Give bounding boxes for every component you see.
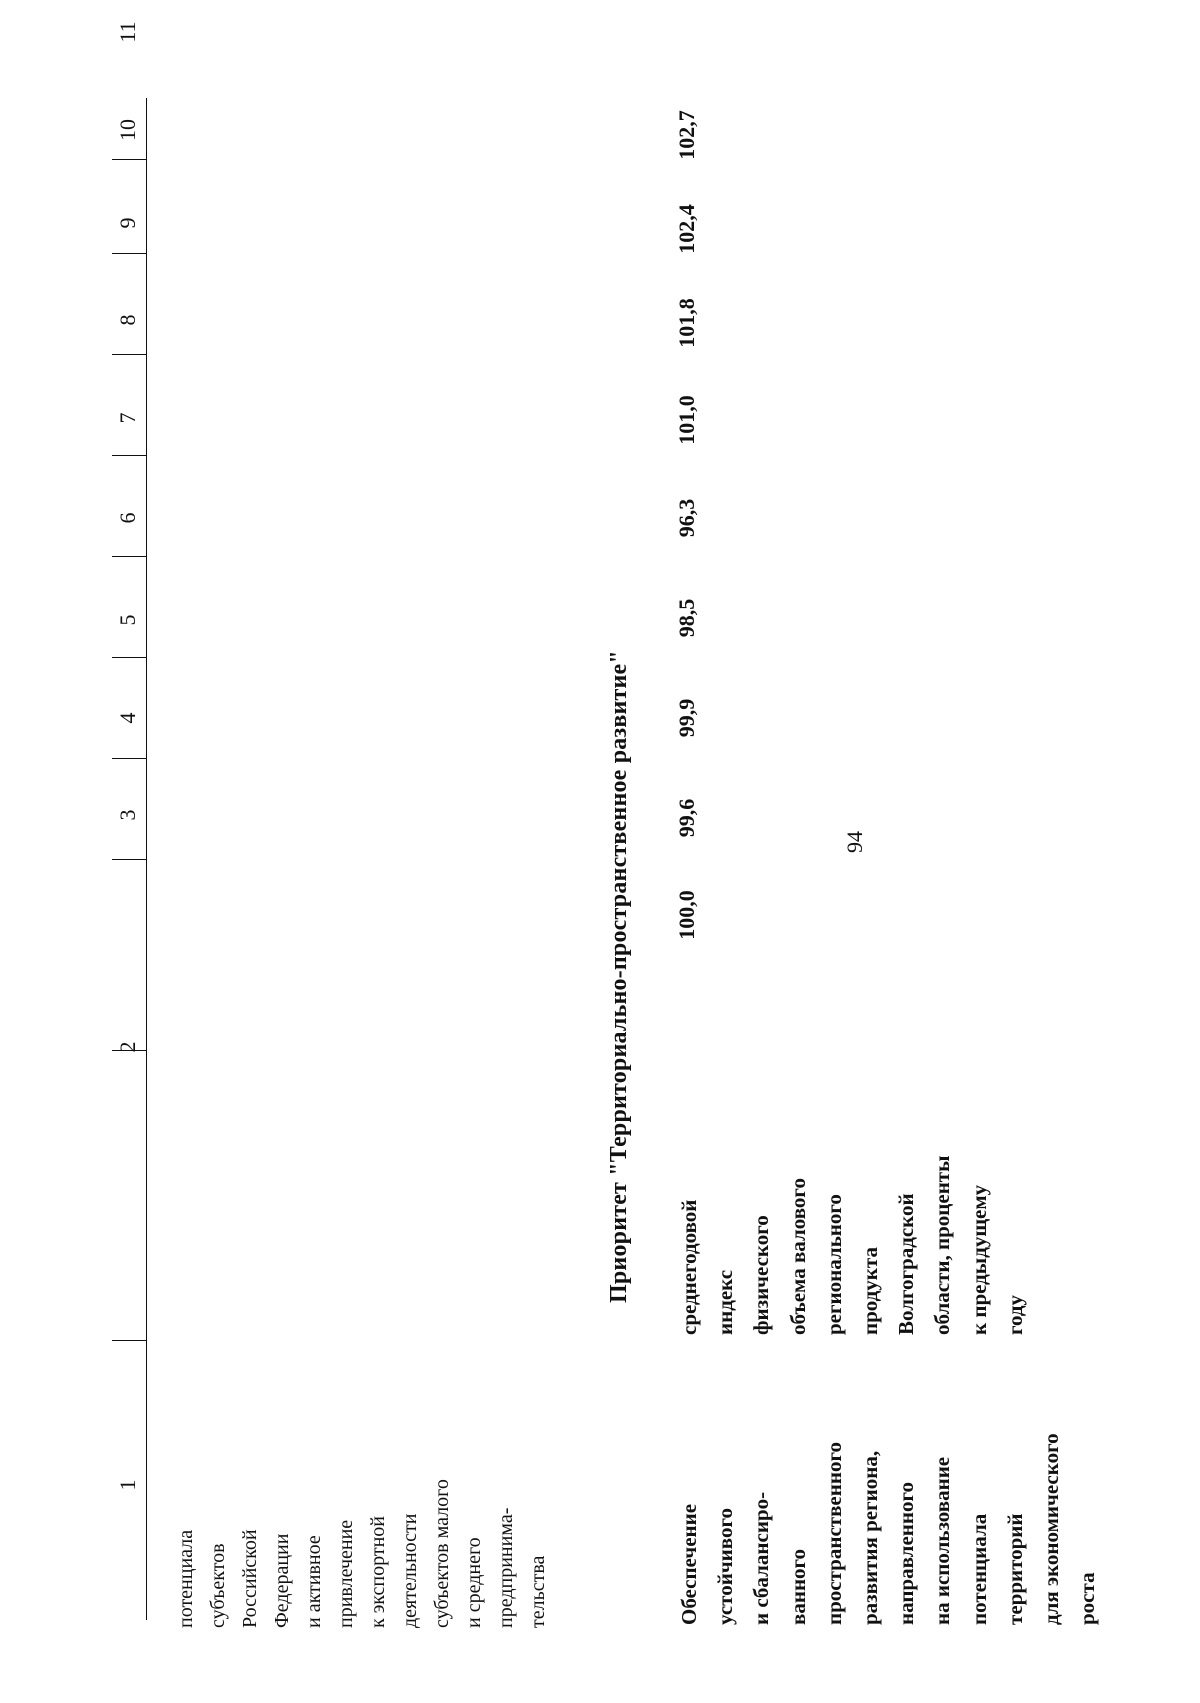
column-number-4: 4: [115, 712, 140, 724]
text-line: и среднего: [463, 1537, 485, 1628]
page-number: 94: [842, 831, 867, 853]
text-line: на использование: [930, 1456, 955, 1625]
goal-cell: [671, 1433, 1105, 1625]
text-line: направленного: [894, 1482, 919, 1625]
text-line: тельства: [527, 1555, 549, 1628]
text-line: регионального: [821, 1194, 846, 1335]
priority-heading: Приоритет "Территориально-пространственное развитие": [606, 650, 632, 1303]
value-col-4: 99,6: [674, 798, 699, 838]
column-divider: [112, 159, 147, 160]
text-line: Российской: [239, 1529, 261, 1628]
column-divider: [112, 455, 147, 456]
text-line: субъектов: [207, 1543, 229, 1628]
text-line: физического: [749, 1215, 774, 1335]
column-number-8: 8: [115, 314, 140, 326]
value-col-9: 101,8: [674, 298, 699, 348]
text-line: Обеспечение: [677, 1503, 701, 1625]
value-col-8: 101,0: [674, 395, 699, 445]
text-line: году: [1002, 1294, 1027, 1335]
value-col-11: 102,7: [674, 110, 699, 160]
text-line: среднегодовой: [677, 1199, 701, 1335]
column-divider: [112, 758, 147, 759]
text-line: и активное: [303, 1535, 325, 1628]
text-line: области, проценты: [930, 1155, 955, 1335]
column-number-11: 11: [115, 21, 140, 43]
text-line: для экономического: [1039, 1433, 1064, 1625]
continued-cell-text: [170, 1428, 554, 1628]
text-line: роста: [1075, 1572, 1100, 1625]
text-line: продукта: [858, 1247, 883, 1335]
text-line: деятельности: [399, 1513, 421, 1628]
value-col-6: 98,5: [674, 598, 699, 638]
text-line: к экспортной: [367, 1516, 389, 1628]
text-line: развития региона,: [858, 1450, 883, 1625]
value-col-3: 100,0: [674, 890, 699, 940]
text-line: пространственного: [821, 1442, 846, 1625]
column-number-7: 7: [115, 412, 140, 424]
column-divider: [112, 859, 147, 860]
text-line: и сбалансиро-: [749, 1491, 774, 1625]
column-divider: [112, 657, 147, 658]
text-line: индекс: [713, 1269, 738, 1335]
column-number-10: 10: [115, 119, 140, 141]
column-divider: [112, 253, 147, 254]
column-divider: [112, 354, 147, 355]
value-col-7: 96,3: [674, 498, 699, 538]
indicator-cell: [671, 1155, 1033, 1335]
text-line: Федерации: [271, 1533, 293, 1628]
text-line: устойчивого: [713, 1508, 738, 1625]
column-number-3: 3: [115, 809, 140, 821]
text-line: привлечение: [335, 1519, 357, 1628]
column-divider: [112, 556, 147, 557]
column-number-2: 2: [115, 1041, 140, 1053]
value-col-5: 99,9: [674, 698, 699, 738]
column-number-6: 6: [115, 512, 140, 524]
column-number-9: 9: [115, 217, 140, 229]
text-line: субъектов малого: [431, 1479, 453, 1628]
table-header: [112, 21, 146, 1620]
text-line: Волгоградской: [894, 1193, 919, 1335]
column-number-5: 5: [115, 614, 140, 626]
text-line: территорий: [1002, 1513, 1027, 1625]
text-line: к предыдущему: [966, 1184, 991, 1335]
text-line: ванного: [785, 1548, 810, 1625]
text-line: объема валового: [785, 1178, 810, 1335]
column-number-1: 1: [115, 1479, 140, 1491]
text-line: предпринима-: [495, 1507, 517, 1628]
value-col-10: 102,4: [674, 204, 699, 254]
text-line: потенциала: [175, 1529, 197, 1628]
text-line: потенциала: [966, 1513, 991, 1625]
column-divider: [112, 1340, 147, 1341]
